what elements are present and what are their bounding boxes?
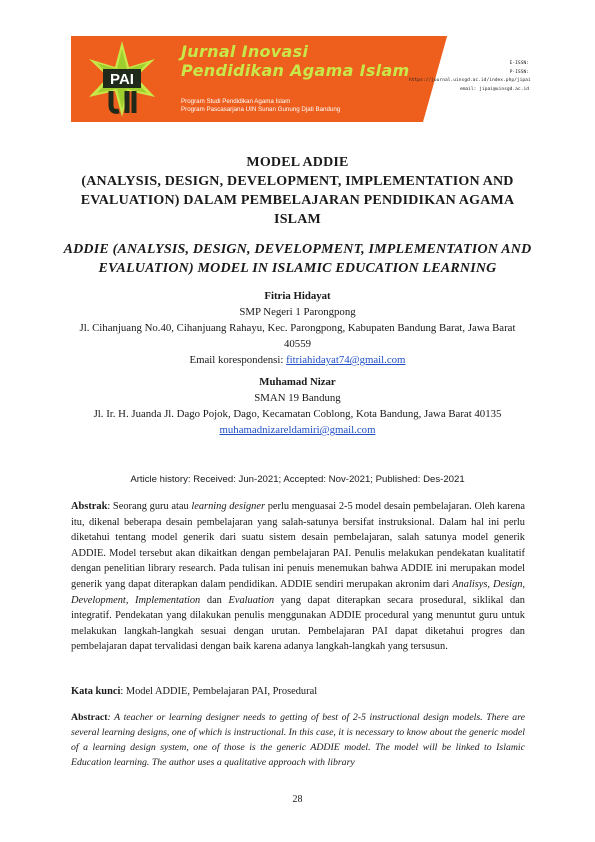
- author-email-link[interactable]: muhamadnizareldamiri@gmail.com: [219, 424, 376, 436]
- abstract-english: [71, 710, 525, 770]
- pissn: P-ISSN:: [509, 69, 529, 75]
- author-block-1: [30, 288, 565, 368]
- journal-title-line1: Jurnal Inovasi: [181, 42, 309, 61]
- logo-text: PAI: [110, 71, 134, 88]
- author-institution: SMP Negeri 1 Parongpong: [239, 306, 356, 318]
- author-institution: SMAN 19 Bandung: [254, 392, 341, 404]
- abstrak-label: Abstrak: [71, 501, 108, 512]
- eissn: E-ISSN:: [509, 61, 529, 66]
- keywords-label: Kata kunci: [71, 686, 121, 697]
- author-email-line: [30, 352, 565, 368]
- abstrak-italic: Evaluation: [228, 594, 275, 606]
- program-line2: Program Pascasarjana UIN Sunan Gunung Djati Bandung: [181, 106, 341, 113]
- keywords: [71, 684, 525, 700]
- title-line2: (ANALYSIS, DESIGN, DEVELOPMENT, IMPLEMENTATION AND EVALUATION) DALAM PEMBELAJARAN PENDIDIKAN AGAMA ISLAM: [80, 174, 515, 227]
- author-name: Muhamad Nizar: [259, 376, 336, 388]
- journal-email[interactable]: email: jipai@uinsgd.ac.id: [459, 86, 529, 92]
- title-line1: MODEL ADDIE: [246, 155, 349, 170]
- abstrak-text: perlu menguasai 2-5 model desain pembelajaran. Oleh karena itu, dikenal beberapa desain pembelajaran yang salah-satunya bersifat instruksional. Dalam hal ini perlu diketahui tentang model generik dari suatu sistem desain pembelajaran, salah satunya model generik ADDIE. Model tersebut akan dikaitkan dengan pembelajaran PAI. Penulis melakukan pendekatan kualitatif dengan penelitian library research. Pada tulisan ini penuis menemukan bahwa ADDIE ini merupakan model generik yang dapat diterapkan dalam pendidikan. ADDIE sendiri merupakan akronim dari: [71, 501, 525, 590]
- journal-program: [181, 98, 340, 114]
- author-block-2: [30, 374, 565, 438]
- abstrak-text: yang dapat diterapkan secara prosedural, siklikal dan integratif. Pendekatan yang dilakukan penulis menggunakan ADDIE procedural yang menuntut guru untuk melakukan langkah-langkah sesuai dengan urutan. Pembelajaran PAI dapat diketahui progres dan pembelajaran dapat tervalidasi dengan baik karena adanya langkah-langkah yang tersusun.: [71, 594, 525, 653]
- abstrak-italic: Analisys, Design, Development, Implementation: [71, 578, 525, 606]
- journal-title: [181, 42, 410, 80]
- page-number: 28: [292, 794, 303, 805]
- abstract-label: Abstract: [71, 712, 108, 723]
- author-address: Jl. Ir. H. Juanda Jl. Dago Pojok, Dago, Kecamatan Coblong, Kota Bandung, Jawa Barat 40135: [93, 408, 502, 420]
- journal-header-banner: [71, 36, 533, 122]
- abstract-text: : A teacher or learning designer needs to getting of best of 2-5 instructional design models. There are several learning designs, one of which is instructional. In this case, it is necessary to know about the generic model of a learning design system, one of those is the generic ADDIE model. The model will be linked to Islamic Education learning. The author uses a qualitative approach with library: [71, 712, 525, 768]
- abstrak-paragraph: [71, 499, 525, 655]
- email-label: Email korespondensi:: [189, 354, 287, 366]
- paper-title: [60, 153, 535, 229]
- journal-logo: [81, 39, 163, 119]
- journal-meta: [409, 60, 529, 94]
- keywords-text: : Model ADDIE, Pembelajaran PAI, Prosedural: [120, 686, 318, 697]
- english-title: ADDIE (ANALYSIS, DESIGN, DEVELOPMENT, IMPLEMENTATION AND EVALUATION) MODEL IN ISLAMIC EDUCATION LEARNING: [63, 242, 532, 276]
- author-name: Fitria Hidayat: [264, 290, 331, 302]
- abstrak-text: dan: [200, 594, 229, 606]
- journal-title-line2: Pendidikan Agama Islam: [181, 61, 410, 80]
- abstrak-text: : Seorang guru atau: [107, 501, 192, 512]
- author-email-link[interactable]: fitriahidayat74@gmail.com: [286, 354, 406, 366]
- article-history: Article history: Received: Jun-2021; Accepted: Nov-2021; Published: Des-2021: [130, 474, 465, 485]
- journal-url[interactable]: https://journal.uinsgd.ac.id/index.php/jipai: [409, 78, 531, 84]
- abstrak-italic: learning designer: [191, 501, 266, 512]
- program-line1: Program Studi Pendidikan Agama Islam: [181, 98, 291, 105]
- author-address: Jl. Cihanjuang No.40, Cihanjuang Rahayu, Kec. Parongpong, Kabupaten Bandung Barat, Jawa Barat 40559: [79, 322, 516, 350]
